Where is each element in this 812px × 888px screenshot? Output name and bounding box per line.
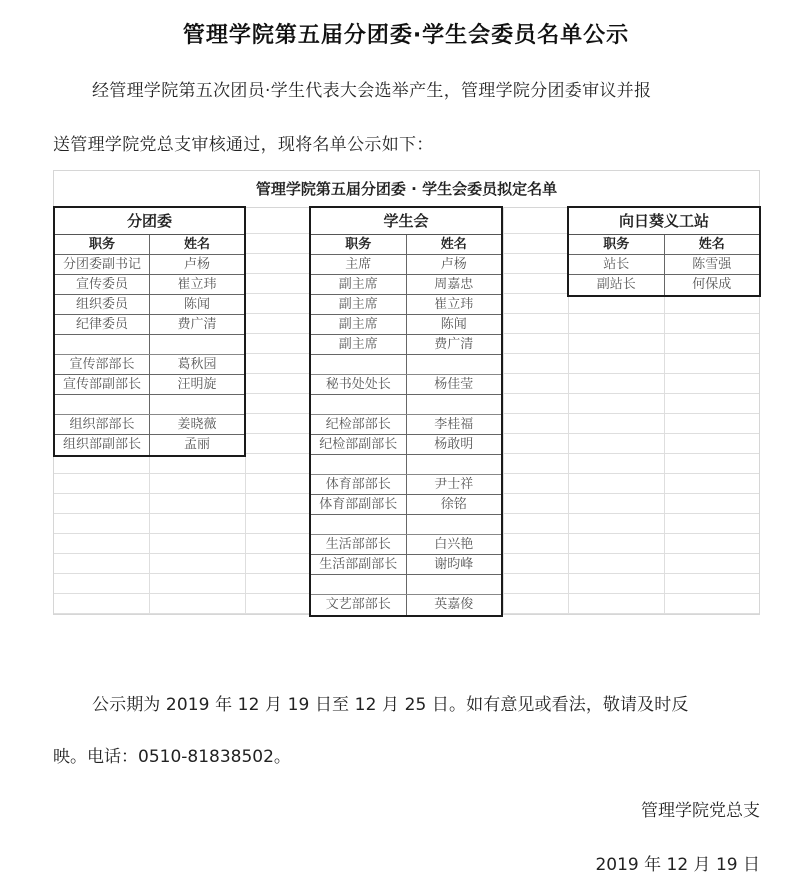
name-cell: 徐铭 xyxy=(440,497,467,512)
member-row xyxy=(311,555,501,575)
block-title: 分团委 xyxy=(55,208,244,235)
block-youth-league-committee xyxy=(53,206,246,457)
member-row xyxy=(311,535,501,555)
position-cell: 生活部副部长 xyxy=(311,555,407,574)
position-cell: 纪律委员 xyxy=(55,315,150,334)
block-header-row xyxy=(311,235,501,255)
column-header-position: 职务 xyxy=(311,235,407,254)
member-row xyxy=(311,495,501,515)
member-row xyxy=(55,315,244,335)
name-cell: 葛秋园 xyxy=(177,357,217,372)
name-cell: 陈闻 xyxy=(440,317,467,332)
member-row xyxy=(55,375,244,395)
name-cell: 何保成 xyxy=(692,277,732,292)
position-cell: 文艺部部长 xyxy=(311,595,407,615)
name-cell: 孟丽 xyxy=(183,437,210,452)
name-cell: 谢昀峰 xyxy=(434,557,474,572)
blank-row xyxy=(311,395,501,415)
member-row xyxy=(569,255,759,275)
name-cell: 周嘉忠 xyxy=(434,277,474,292)
member-row xyxy=(311,275,501,295)
blank-row xyxy=(311,515,501,535)
column-header-name: 姓名 xyxy=(183,237,210,252)
position-cell xyxy=(55,335,150,354)
member-row xyxy=(311,595,501,615)
position-cell: 宣传委员 xyxy=(55,275,150,294)
position-cell: 宣传部副部长 xyxy=(55,375,150,394)
position-cell xyxy=(311,575,407,594)
member-row xyxy=(55,295,244,315)
signature-organization: 管理学院党总支 xyxy=(641,801,760,821)
column-header-position: 职务 xyxy=(55,235,150,254)
notice-paragraph-line-1: 公示期为 2019 年 12 月 19 日至 12 月 25 日。如有意见或看法，敬请及时反 xyxy=(92,695,689,715)
member-row xyxy=(311,255,501,275)
member-row xyxy=(311,295,501,315)
position-cell: 副主席 xyxy=(311,335,407,354)
name-cell: 杨佳莹 xyxy=(434,377,474,392)
member-row xyxy=(569,275,759,295)
block-title: 学生会 xyxy=(311,208,501,235)
position-cell xyxy=(55,395,150,414)
position-cell: 副主席 xyxy=(311,315,407,334)
position-cell: 主席 xyxy=(311,255,407,274)
intro-paragraph-line-2: 送管理学院党总支审核通过，现将名单公示如下： xyxy=(53,135,434,155)
position-cell: 秘书处处长 xyxy=(311,375,407,394)
sheet-title: 管理学院第五届分团委 · 学生会委员拟定名单 xyxy=(54,171,759,208)
member-row xyxy=(55,255,244,275)
name-cell: 费广清 xyxy=(177,317,217,332)
member-row xyxy=(55,435,244,455)
member-row xyxy=(55,275,244,295)
position-cell xyxy=(311,455,407,474)
block-student-union xyxy=(309,206,503,617)
position-cell xyxy=(311,395,407,414)
name-cell: 尹士祥 xyxy=(434,477,474,492)
blank-row xyxy=(55,395,244,415)
position-cell: 组织部部长 xyxy=(55,415,150,434)
name-cell: 陈雪强 xyxy=(692,257,732,272)
position-cell: 站长 xyxy=(569,255,665,274)
name-cell xyxy=(407,355,502,374)
column-header-position: 职务 xyxy=(569,235,665,254)
position-cell: 宣传部部长 xyxy=(55,355,150,374)
position-cell: 体育部部长 xyxy=(311,475,407,494)
name-cell: 卢杨 xyxy=(440,257,467,272)
name-cell xyxy=(407,515,502,534)
name-cell: 费广清 xyxy=(434,337,474,352)
column-header-name: 姓名 xyxy=(440,237,467,252)
position-cell: 分团委副书记 xyxy=(55,255,150,274)
position-cell: 纪检部部长 xyxy=(311,415,407,434)
name-cell: 杨敢明 xyxy=(434,437,474,452)
name-cell xyxy=(150,395,244,414)
blank-row xyxy=(55,335,244,355)
position-cell: 生活部部长 xyxy=(311,535,407,554)
position-cell: 组织部副部长 xyxy=(55,435,150,455)
block-header-row xyxy=(569,235,759,255)
member-row xyxy=(311,475,501,495)
member-row xyxy=(311,315,501,335)
name-cell xyxy=(150,335,244,354)
position-cell: 组织委员 xyxy=(55,295,150,314)
name-cell: 汪明旋 xyxy=(177,377,217,392)
name-cell: 崔立玮 xyxy=(177,277,217,292)
member-row xyxy=(311,415,501,435)
position-cell: 副主席 xyxy=(311,275,407,294)
name-cell: 陈闻 xyxy=(183,297,210,312)
name-cell: 李桂福 xyxy=(434,417,474,432)
member-row xyxy=(311,375,501,395)
member-row xyxy=(55,355,244,375)
blank-row xyxy=(311,455,501,475)
notice-paragraph-line-2: 映。电话：0510-81838502。 xyxy=(53,747,291,767)
position-cell: 副主席 xyxy=(311,295,407,314)
position-cell: 纪检部副部长 xyxy=(311,435,407,454)
name-cell: 卢杨 xyxy=(183,257,210,272)
column-header-name: 姓名 xyxy=(698,237,725,252)
name-cell: 白兴艳 xyxy=(434,537,474,552)
blank-row xyxy=(311,575,501,595)
member-row xyxy=(55,415,244,435)
position-cell xyxy=(311,515,407,534)
document-title: 管理学院第五届分团委·学生会委员名单公示 xyxy=(182,23,630,48)
name-cell xyxy=(407,455,502,474)
member-row xyxy=(311,335,501,355)
blank-row xyxy=(311,355,501,375)
position-cell xyxy=(311,355,407,374)
member-list-sheet xyxy=(53,170,760,615)
member-row xyxy=(311,435,501,455)
position-cell: 副站长 xyxy=(569,275,665,295)
block-title: 向日葵义工站 xyxy=(569,208,759,235)
block-sunflower-volunteer-station xyxy=(567,206,761,297)
name-cell xyxy=(407,575,502,594)
intro-paragraph-line-1: 经管理学院第五次团员·学生代表大会选举产生，管理学院分团委审议并报 xyxy=(92,81,652,101)
name-cell: 姜晓薇 xyxy=(177,417,217,432)
name-cell xyxy=(407,395,502,414)
position-cell: 体育部副部长 xyxy=(311,495,407,514)
name-cell: 英嘉俊 xyxy=(434,597,474,612)
name-cell: 崔立玮 xyxy=(434,297,474,312)
gridline-vertical xyxy=(503,207,504,614)
signature-date: 2019 年 12 月 19 日 xyxy=(595,855,760,875)
block-header-row xyxy=(55,235,244,255)
